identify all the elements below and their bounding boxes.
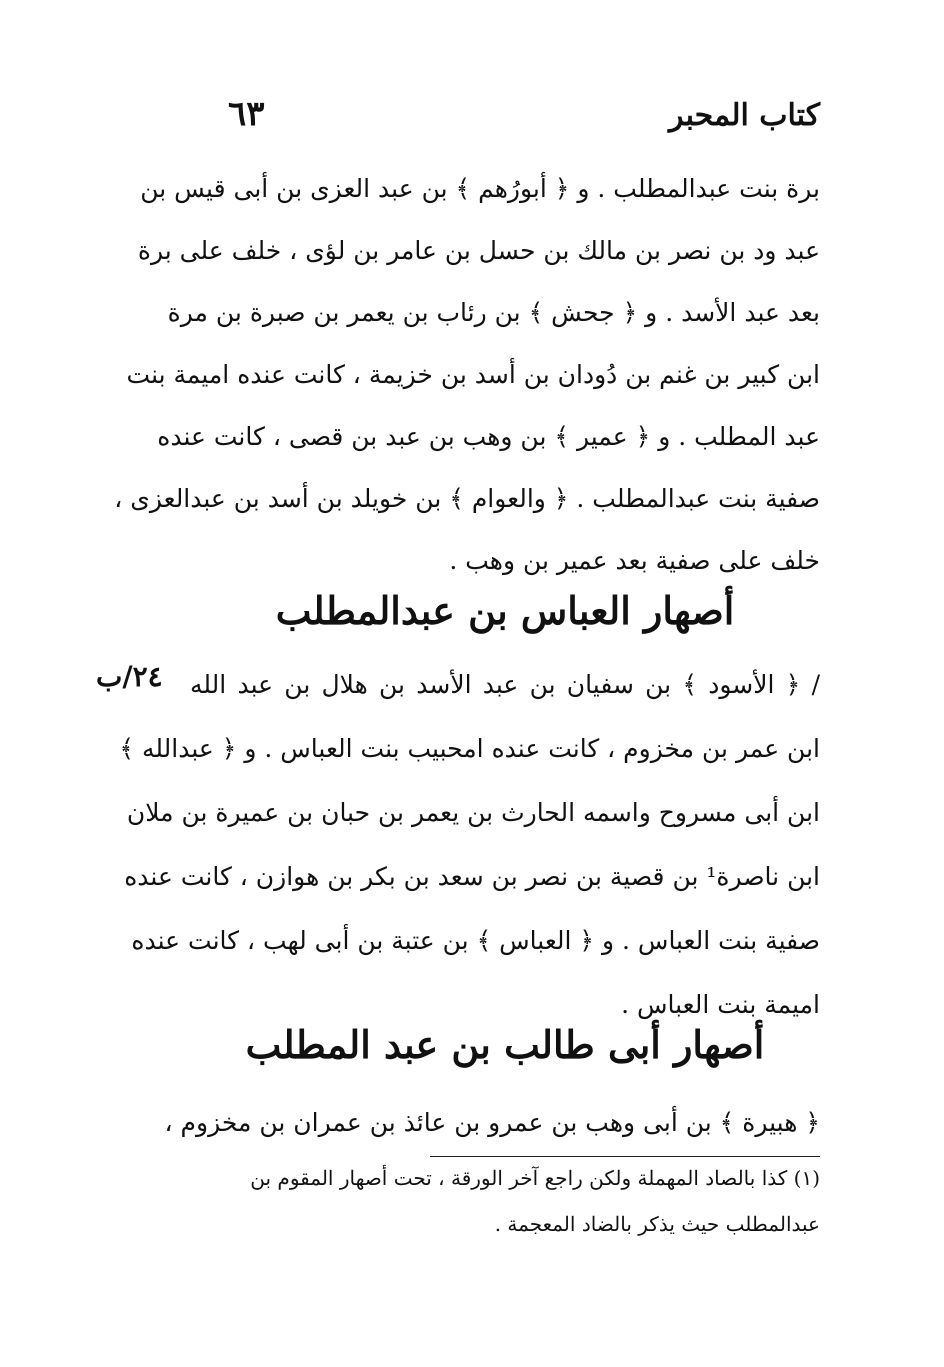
text-line: خلف على صفية بعد عمير بن وهب . (449, 546, 820, 575)
page-header (190, 92, 820, 148)
text-line: برة بنت عبدالمطلب . و ﴿ أبورُهم ﴾ بن عبد العزى بن أبى قيس بن (140, 174, 820, 203)
section-heading-abu-talib: أصهار أبى طالب بن عبد المطلب (245, 1022, 765, 1067)
text-line: صفية بنت عبدالمطلب . ﴿ والعوام ﴾ بن خويلد بن أسد بن عبدالعزى ، (114, 484, 820, 513)
text-line: ﴿ هبيرة ﴾ بن أبى وهب بن عمرو بن عائذ بن عمران بن مخزوم ، (164, 1108, 820, 1137)
text-line: صفية بنت العباس . و ﴿ العباس ﴾ بن عتبة بن أبى لهب ، كانت عنده (131, 926, 820, 955)
text-line: عبد المطلب . و ﴿ عمير ﴾ بن وهب بن عبد بن قصى ، كانت عنده (157, 422, 820, 451)
footnote-line: (١) كذا بالصاد المهملة ولكن راجع آخر الورقة ، تحت أصهار المقوم بن (250, 1166, 820, 1190)
text-line: ابن عمر بن مخزوم ، كانت عنده امحبيب بنت العباس . و ﴿ عبدالله ﴾ (119, 734, 820, 763)
text-line: ابن ناصرة¹ بن قصية بن نصر بن سعد بن بكر بن هوازن ، كانت عنده (124, 862, 820, 891)
page-number: ٦٣ (228, 94, 265, 134)
footnote-divider (430, 1156, 820, 1157)
text-line: ابن كبير بن غنم بن دُودان بن أسد بن خزيمة ، كانت عنده اميمة بنت (126, 360, 820, 389)
text-line: عبد ود بن نصر بن مالك بن حسل بن عامر بن لؤى ، خلف على برة (137, 236, 820, 265)
book-title: كتاب المحبر (669, 98, 820, 133)
text-line: اميمة بنت العباس . (621, 990, 820, 1019)
text-line: ابن أبى مسروح واسمه الحارث بن يعمر بن حبان بن عميرة بن ملان (126, 798, 820, 827)
text-line: بعد عبد الأسد . و ﴿ جحش ﴾ بن رئاب بن يعمر بن صبرة بن مرة (167, 298, 820, 327)
text-line: / ﴿ الأسود ﴾ بن سفيان بن عبد الأسد بن هلال بن عبد الله (190, 670, 820, 699)
footnote-line: عبدالمطلب حيث يذكر بالضاد المعجمة . (494, 1212, 820, 1236)
folio-marker: ٢٤/ب (96, 660, 163, 693)
section-heading-abbas: أصهار العباس بن عبدالمطلب (275, 588, 735, 633)
